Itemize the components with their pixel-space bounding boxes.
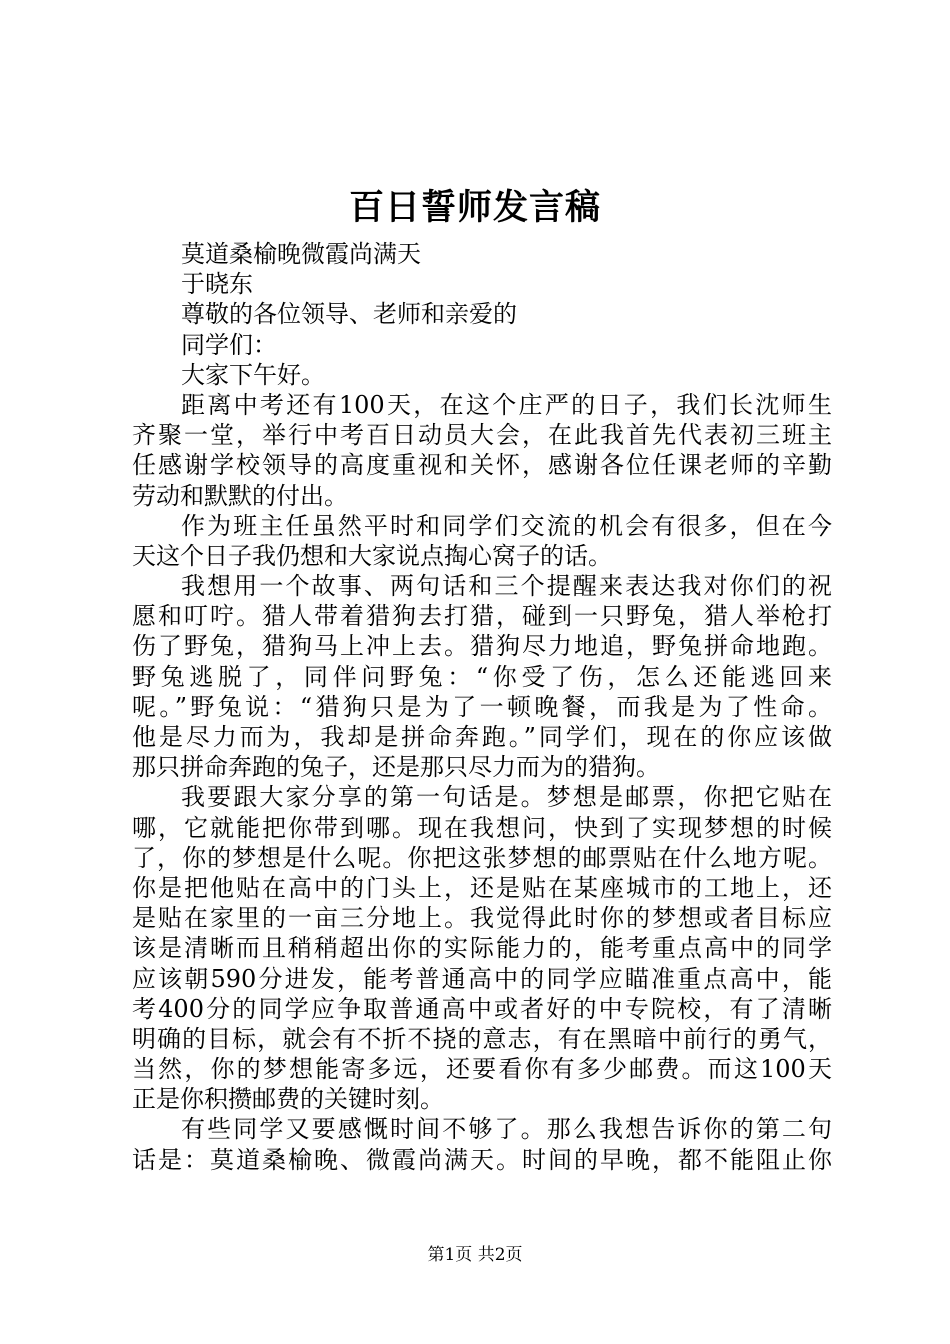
paragraph-line: 考400分的同学应争取普通高中或者好的中专院校，有了清晰 bbox=[132, 994, 832, 1023]
author-line: 于晓东 bbox=[181, 270, 253, 299]
paragraph-line: 有些同学又要感慨时间不够了。那么我想告诉你的第二句 bbox=[181, 1115, 832, 1144]
paragraph-line: 你是把他贴在高中的门头上，还是贴在某座城市的工地上，还 bbox=[132, 873, 832, 902]
paragraph-line: 我想用一个故事、两句话和三个提醒来表达我对你们的祝 bbox=[181, 572, 832, 601]
document-title: 百日誓师发言稿 bbox=[348, 187, 601, 228]
salutation-line: 同学们： bbox=[181, 330, 277, 359]
paragraph-line: 距离中考还有100天，在这个庄严的日子，我们长沈师生 bbox=[181, 390, 832, 419]
paragraph-line: 天这个日子我仍想和大家说点掏心窝子的话。 bbox=[132, 541, 612, 570]
paragraph-line: 劳动和默默的付出。 bbox=[132, 481, 348, 510]
paragraph-line: 作为班主任虽然平时和同学们交流的机会有很多，但在今 bbox=[181, 511, 832, 540]
paragraph-line: 应该朝590分进发，能考普通高中的同学应瞄准重点高中，能 bbox=[132, 964, 832, 993]
document-body bbox=[132, 239, 832, 1175]
paragraph-line: 伤了野兔，猎狗马上冲上去。猎狗尽力地追，野兔拼命地跑。 bbox=[132, 632, 832, 661]
salutation-line: 尊敬的各位领导、老师和亲爱的 bbox=[181, 300, 517, 329]
subtitle-line: 莫道桑榆晚微霞尚满天 bbox=[181, 240, 421, 268]
paragraph-line: 呢。”野兔说：“猎狗只是为了一顿晚餐，而我是为了性命。 bbox=[132, 692, 832, 721]
paragraph-line: 该是清晰而且稍稍超出你的实际能力的，能考重点高中的同学 bbox=[132, 934, 832, 963]
page-number-footer: 第1页 共2页 bbox=[427, 1245, 523, 1265]
paragraph-line: 哪，它就能把你带到哪。现在我想问，快到了实现梦想的时候 bbox=[132, 813, 832, 842]
paragraph-line: 话是：莫道桑榆晚、微霞尚满天。时间的早晚，都不能阻止你 bbox=[132, 1145, 832, 1174]
paragraph-line: 任感谢学校领导的高度重视和关怀，感谢各位任课老师的辛勤 bbox=[132, 451, 832, 480]
paragraph-line: 那只拼命奔跑的兔子，还是那只尽力而为的猎狗。 bbox=[132, 753, 660, 782]
greeting-line: 大家下午好。 bbox=[181, 360, 325, 389]
paragraph-line: 了，你的梦想是什么呢。你把这张梦想的邮票贴在什么地方呢。 bbox=[132, 843, 832, 872]
paragraph-line: 他是尽力而为，我却是拼命奔跑。”同学们，现在的你应该做 bbox=[132, 723, 832, 751]
paragraph-line: 是贴在家里的一亩三分地上。我觉得此时你的梦想或者目标应 bbox=[132, 904, 832, 933]
paragraph-line: 正是你积攒邮费的关键时刻。 bbox=[132, 1085, 444, 1114]
paragraph-line: 野兔逃脱了，同伴问野兔：“你受了伤，怎么还能逃回来 bbox=[132, 662, 832, 691]
paragraph-line: 当然，你的梦想能寄多远，还要看你有多少邮费。而这100天 bbox=[132, 1055, 832, 1084]
paragraph-line: 我要跟大家分享的第一句话是。梦想是邮票，你把它贴在 bbox=[181, 783, 832, 812]
paragraph-line: 明确的目标，就会有不折不挠的意志，有在黑暗中前行的勇气， bbox=[132, 1024, 832, 1053]
paragraph-line: 齐聚一堂，举行中考百日动员大会，在此我首先代表初三班主 bbox=[132, 421, 832, 450]
paragraph-line: 愿和叮咛。猎人带着猎狗去打猎，碰到一只野兔，猎人举枪打 bbox=[132, 602, 832, 631]
